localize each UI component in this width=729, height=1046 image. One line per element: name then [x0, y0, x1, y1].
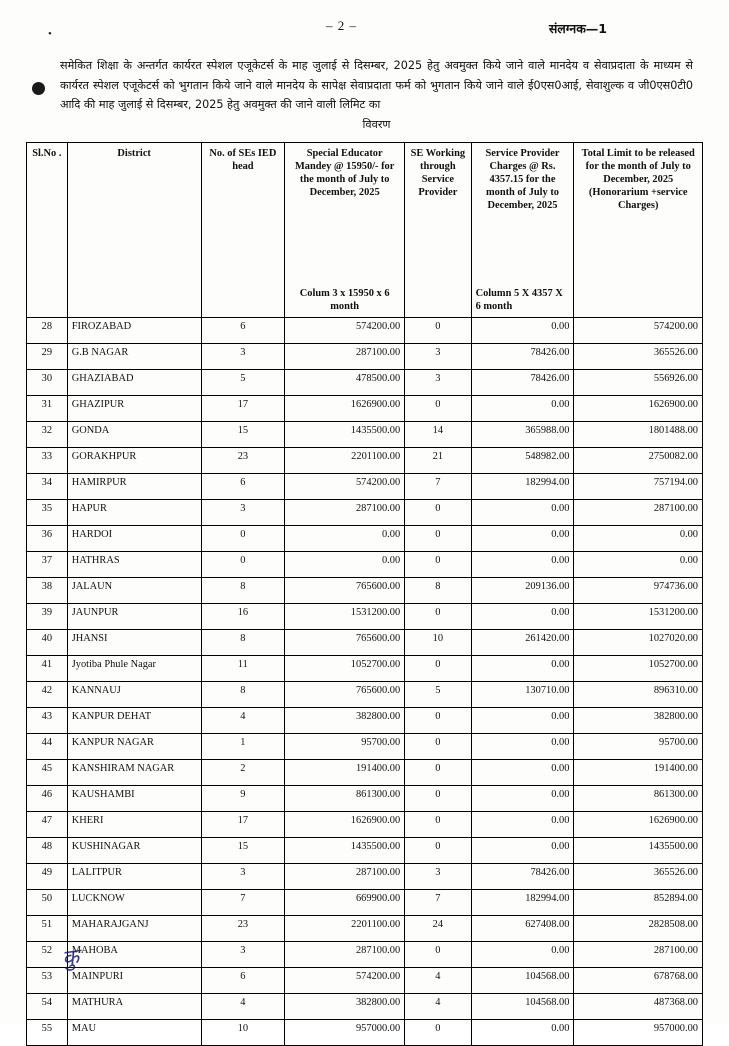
intro-line-2: सेवाप्रदाता के माध्यम से कार्यरत स्पेशल एजूकेटर्स को भुगतान किये जाने वाले मानदेय के सापेक्ष सेवाप्रदाता फर्म को भुगतान किये — [60, 59, 693, 92]
column-header-service-provider-charges-formula: Column 5 X 4357 X 6 month — [475, 288, 563, 313]
cell-district: MAINPURI — [67, 968, 201, 994]
intro-line-1: समेकित शिक्षा के अन्तर्गत कार्यरत स्पेशल एजूकेटर्स के माह जुलाई से दिसम्बर, 2025 हेतु अवमुक्त किये जाने वाले मानदेय व — [60, 59, 590, 72]
cell-se-working: 7 — [405, 890, 471, 916]
cell-district: MATHURA — [67, 994, 201, 1020]
cell-no-of-ses: 11 — [201, 656, 285, 682]
cell-total: 1801488.00 — [574, 422, 703, 448]
cell-mandey: 2201100.00 — [285, 916, 405, 942]
cell-sp-charges: 0.00 — [471, 942, 574, 968]
cell-district: GORAKHPUR — [67, 448, 201, 474]
column-header-se-working — [405, 143, 471, 318]
cell-slno: 43 — [27, 708, 68, 734]
table-row — [27, 552, 703, 578]
cell-slno: 42 — [27, 682, 68, 708]
bullet-dot-icon — [32, 82, 45, 95]
cell-district: KUSHINAGAR — [67, 838, 201, 864]
table-row — [27, 760, 703, 786]
cell-no-of-ses: 0 — [201, 552, 285, 578]
cell-sp-charges: 0.00 — [471, 734, 574, 760]
cell-sp-charges: 0.00 — [471, 552, 574, 578]
cell-total: 957000.00 — [574, 1020, 703, 1046]
cell-se-working: 4 — [405, 994, 471, 1020]
cell-se-working: 14 — [405, 422, 471, 448]
table-row — [27, 370, 703, 396]
cell-no-of-ses: 2 — [201, 760, 285, 786]
cell-total: 757194.00 — [574, 474, 703, 500]
cell-se-working: 0 — [405, 526, 471, 552]
cell-total: 287100.00 — [574, 942, 703, 968]
cell-sp-charges: 548982.00 — [471, 448, 574, 474]
cell-total: 1626900.00 — [574, 396, 703, 422]
cell-district: HARDOI — [67, 526, 201, 552]
cell-mandey: 765600.00 — [285, 682, 405, 708]
cell-district: JALAUN — [67, 578, 201, 604]
cell-total: 1531200.00 — [574, 604, 703, 630]
table-row — [27, 708, 703, 734]
cell-se-working: 0 — [405, 500, 471, 526]
cell-total: 852894.00 — [574, 890, 703, 916]
cell-sp-charges: 365988.00 — [471, 422, 574, 448]
cell-sp-charges: 0.00 — [471, 604, 574, 630]
cell-total: 556926.00 — [574, 370, 703, 396]
cell-no-of-ses: 8 — [201, 682, 285, 708]
cell-slno: 28 — [27, 318, 68, 344]
cell-mandey: 1626900.00 — [285, 812, 405, 838]
cell-slno: 49 — [27, 864, 68, 890]
column-header-slno — [27, 143, 68, 318]
cell-mandey: 382800.00 — [285, 994, 405, 1020]
cell-slno: 40 — [27, 630, 68, 656]
cell-slno: 39 — [27, 604, 68, 630]
table-row — [27, 890, 703, 916]
cell-mandey: 669900.00 — [285, 890, 405, 916]
column-header-no-of-ses-label: No. of SEs IED head — [209, 148, 277, 173]
cell-sp-charges: 0.00 — [471, 1020, 574, 1046]
cell-mandey: 478500.00 — [285, 370, 405, 396]
cell-no-of-ses: 17 — [201, 812, 285, 838]
cell-no-of-ses: 7 — [201, 890, 285, 916]
cell-mandey: 574200.00 — [285, 318, 405, 344]
cell-se-working: 10 — [405, 630, 471, 656]
cell-no-of-ses: 9 — [201, 786, 285, 812]
cell-no-of-ses: 3 — [201, 942, 285, 968]
cell-se-working: 0 — [405, 786, 471, 812]
cell-slno: 55 — [27, 1020, 68, 1046]
cell-se-working: 4 — [405, 968, 471, 994]
cell-district: LALITPUR — [67, 864, 201, 890]
table-row — [27, 942, 703, 968]
cell-sp-charges: 78426.00 — [471, 344, 574, 370]
cell-district: G.B NAGAR — [67, 344, 201, 370]
cell-no-of-ses: 3 — [201, 344, 285, 370]
signature-glyph: कु — [60, 944, 79, 971]
cell-district: KANNAUJ — [67, 682, 201, 708]
cell-se-working: 0 — [405, 1020, 471, 1046]
cell-total: 382800.00 — [574, 708, 703, 734]
cell-total: 2750082.00 — [574, 448, 703, 474]
table-row — [27, 682, 703, 708]
cell-slno: 37 — [27, 552, 68, 578]
cell-sp-charges: 182994.00 — [471, 890, 574, 916]
table-row — [27, 812, 703, 838]
cell-total: 287100.00 — [574, 500, 703, 526]
cell-slno: 30 — [27, 370, 68, 396]
cell-slno: 45 — [27, 760, 68, 786]
table-row — [27, 578, 703, 604]
table-row — [27, 656, 703, 682]
cell-no-of-ses: 8 — [201, 630, 285, 656]
cell-slno: 32 — [27, 422, 68, 448]
cell-sp-charges: 0.00 — [471, 500, 574, 526]
column-header-mandey-formula: Colum 3 x 15950 x 6 month — [299, 288, 390, 313]
special-educator-limit-table — [26, 142, 703, 1046]
cell-no-of-ses: 4 — [201, 708, 285, 734]
cell-district: KANPUR DEHAT — [67, 708, 201, 734]
column-header-mandey-label: Special Educator Mandey @ 15950/- for the month of July to December, 2025 — [294, 148, 395, 199]
cell-mandey: 765600.00 — [285, 578, 405, 604]
column-header-slno-label: Sl.No . — [32, 148, 62, 160]
cell-slno: 31 — [27, 396, 68, 422]
cell-se-working: 0 — [405, 734, 471, 760]
column-header-district-label: District — [117, 148, 151, 160]
cell-slno: 54 — [27, 994, 68, 1020]
cell-slno: 34 — [27, 474, 68, 500]
cell-mandey: 287100.00 — [285, 500, 405, 526]
cell-district: KANSHIRAM NAGAR — [67, 760, 201, 786]
cell-slno: 51 — [27, 916, 68, 942]
cell-district: HATHRAS — [67, 552, 201, 578]
cell-sp-charges: 78426.00 — [471, 370, 574, 396]
cell-district: Jyotiba Phule Nagar — [67, 656, 201, 682]
intro-line-3: जाने वाले ई0एस0आई, सेवाशुल्क व जी0एस0टी0 आदि की माह जुलाई से दिसम्बर, 2025 हेतु अवमुक्त की जाने वाली लिमिट का — [60, 78, 693, 112]
cell-se-working: 0 — [405, 552, 471, 578]
cell-sp-charges: 104568.00 — [471, 968, 574, 994]
table-row — [27, 526, 703, 552]
cell-sp-charges: 0.00 — [471, 396, 574, 422]
cell-no-of-ses: 8 — [201, 578, 285, 604]
cell-mandey: 861300.00 — [285, 786, 405, 812]
cell-sp-charges: 0.00 — [471, 760, 574, 786]
cell-slno: 47 — [27, 812, 68, 838]
margin-dot-mark: • — [48, 28, 52, 40]
cell-mandey: 0.00 — [285, 526, 405, 552]
table-row — [27, 448, 703, 474]
cell-district: GONDA — [67, 422, 201, 448]
table-row — [27, 474, 703, 500]
cell-no-of-ses: 6 — [201, 968, 285, 994]
cell-total: 1027020.00 — [574, 630, 703, 656]
cell-se-working: 0 — [405, 604, 471, 630]
page-header — [26, 18, 703, 44]
column-header-no-of-ses — [201, 143, 285, 318]
cell-se-working: 0 — [405, 838, 471, 864]
cell-no-of-ses: 16 — [201, 604, 285, 630]
cell-total: 1626900.00 — [574, 812, 703, 838]
cell-total: 365526.00 — [574, 344, 703, 370]
cell-slno: 35 — [27, 500, 68, 526]
cell-mandey: 765600.00 — [285, 630, 405, 656]
cell-sp-charges: 0.00 — [471, 656, 574, 682]
cell-sp-charges: 0.00 — [471, 526, 574, 552]
cell-no-of-ses: 3 — [201, 864, 285, 890]
column-header-se-working-label: SE Working through Service Provider — [410, 148, 466, 199]
table-row — [27, 916, 703, 942]
cell-mandey: 2201100.00 — [285, 448, 405, 474]
cell-mandey: 1052700.00 — [285, 656, 405, 682]
cell-se-working: 21 — [405, 448, 471, 474]
cell-district: JHANSI — [67, 630, 201, 656]
cell-district: MAU — [67, 1020, 201, 1046]
table-row — [27, 604, 703, 630]
column-header-total-limit-label: Total Limit to be released for the month of July to December, 2025 (Honorarium +service Charges) — [581, 148, 695, 212]
cell-total: 487368.00 — [574, 994, 703, 1020]
cell-district: GHAZIABAD — [67, 370, 201, 396]
cell-no-of-ses: 23 — [201, 448, 285, 474]
column-header-district — [67, 143, 201, 318]
cell-slno: 46 — [27, 786, 68, 812]
cell-sp-charges: 0.00 — [471, 812, 574, 838]
table-row — [27, 994, 703, 1020]
cell-se-working: 7 — [405, 474, 471, 500]
cell-sp-charges: 627408.00 — [471, 916, 574, 942]
cell-slno: 53 — [27, 968, 68, 994]
attachment-label: संलग्नक—1 — [548, 21, 607, 36]
cell-no-of-ses: 10 — [201, 1020, 285, 1046]
cell-se-working: 0 — [405, 708, 471, 734]
cell-total: 1052700.00 — [574, 656, 703, 682]
table-row — [27, 422, 703, 448]
table-body — [27, 318, 703, 1046]
cell-sp-charges: 182994.00 — [471, 474, 574, 500]
cell-no-of-ses: 0 — [201, 526, 285, 552]
cell-slno: 38 — [27, 578, 68, 604]
cell-no-of-ses: 6 — [201, 474, 285, 500]
cell-no-of-ses: 23 — [201, 916, 285, 942]
cell-total: 365526.00 — [574, 864, 703, 890]
cell-district: LUCKNOW — [67, 890, 201, 916]
cell-slno: 44 — [27, 734, 68, 760]
cell-mandey: 95700.00 — [285, 734, 405, 760]
cell-mandey: 574200.00 — [285, 474, 405, 500]
cell-slno: 52 — [27, 942, 68, 968]
cell-total: 0.00 — [574, 552, 703, 578]
cell-no-of-ses: 15 — [201, 422, 285, 448]
cell-mandey: 957000.00 — [285, 1020, 405, 1046]
page-number: – 2 – — [326, 18, 357, 33]
table-row — [27, 630, 703, 656]
cell-total: 861300.00 — [574, 786, 703, 812]
cell-se-working: 0 — [405, 760, 471, 786]
cell-se-working: 24 — [405, 916, 471, 942]
cell-se-working: 0 — [405, 318, 471, 344]
cell-district: KAUSHAMBI — [67, 786, 201, 812]
cell-slno: 48 — [27, 838, 68, 864]
cell-district: FIROZABAD — [67, 318, 201, 344]
cell-se-working: 5 — [405, 682, 471, 708]
cell-sp-charges: 0.00 — [471, 318, 574, 344]
cell-total: 191400.00 — [574, 760, 703, 786]
cell-slno: 36 — [27, 526, 68, 552]
cell-mandey: 0.00 — [285, 552, 405, 578]
cell-district: GHAZIPUR — [67, 396, 201, 422]
cell-total: 1435500.00 — [574, 838, 703, 864]
table-row — [27, 344, 703, 370]
intro-line-4: विवरण — [362, 117, 391, 131]
cell-mandey: 1435500.00 — [285, 422, 405, 448]
cell-total: 574200.00 — [574, 318, 703, 344]
cell-slno: 29 — [27, 344, 68, 370]
cell-se-working: 3 — [405, 344, 471, 370]
cell-se-working: 0 — [405, 396, 471, 422]
intro-paragraph — [26, 56, 703, 134]
table-row — [27, 318, 703, 344]
cell-sp-charges: 104568.00 — [471, 994, 574, 1020]
cell-total: 95700.00 — [574, 734, 703, 760]
cell-se-working: 8 — [405, 578, 471, 604]
cell-mandey: 382800.00 — [285, 708, 405, 734]
column-header-service-provider-charges — [471, 143, 574, 318]
column-header-service-provider-charges-label: Service Provider Charges @ Rs. 4357.15 for the month of July to December, 2025 — [485, 148, 560, 212]
column-header-mandey — [285, 143, 405, 318]
cell-se-working: 0 — [405, 812, 471, 838]
cell-no-of-ses: 3 — [201, 500, 285, 526]
cell-sp-charges: 0.00 — [471, 786, 574, 812]
table-row — [27, 864, 703, 890]
cell-district: JAUNPUR — [67, 604, 201, 630]
cell-mandey: 287100.00 — [285, 942, 405, 968]
cell-district: HAMIRPUR — [67, 474, 201, 500]
cell-mandey: 574200.00 — [285, 968, 405, 994]
cell-mandey: 1531200.00 — [285, 604, 405, 630]
cell-se-working: 0 — [405, 942, 471, 968]
table-header — [27, 143, 703, 318]
cell-district: HAPUR — [67, 500, 201, 526]
cell-total: 2828508.00 — [574, 916, 703, 942]
cell-total: 896310.00 — [574, 682, 703, 708]
cell-district: KHERI — [67, 812, 201, 838]
cell-no-of-ses: 5 — [201, 370, 285, 396]
cell-no-of-ses: 15 — [201, 838, 285, 864]
cell-no-of-ses: 17 — [201, 396, 285, 422]
cell-sp-charges: 130710.00 — [471, 682, 574, 708]
cell-se-working: 3 — [405, 370, 471, 396]
cell-sp-charges: 261420.00 — [471, 630, 574, 656]
cell-mandey: 1626900.00 — [285, 396, 405, 422]
cell-sp-charges: 209136.00 — [471, 578, 574, 604]
table-row — [27, 500, 703, 526]
table-row — [27, 734, 703, 760]
cell-sp-charges: 78426.00 — [471, 864, 574, 890]
cell-no-of-ses: 6 — [201, 318, 285, 344]
cell-slno: 41 — [27, 656, 68, 682]
cell-sp-charges: 0.00 — [471, 708, 574, 734]
cell-district: MAHOBA — [67, 942, 201, 968]
cell-sp-charges: 0.00 — [471, 838, 574, 864]
table-row — [27, 838, 703, 864]
cell-se-working: 3 — [405, 864, 471, 890]
cell-mandey: 287100.00 — [285, 864, 405, 890]
cell-total: 974736.00 — [574, 578, 703, 604]
cell-mandey: 1435500.00 — [285, 838, 405, 864]
cell-mandey: 191400.00 — [285, 760, 405, 786]
table-row — [27, 968, 703, 994]
column-header-total-limit — [574, 143, 703, 318]
table-header-row — [27, 143, 703, 318]
cell-total: 0.00 — [574, 526, 703, 552]
table-row — [27, 786, 703, 812]
cell-slno: 50 — [27, 890, 68, 916]
cell-slno: 33 — [27, 448, 68, 474]
cell-mandey: 287100.00 — [285, 344, 405, 370]
cell-no-of-ses: 1 — [201, 734, 285, 760]
cell-district: MAHARAJGANJ — [67, 916, 201, 942]
cell-total: 678768.00 — [574, 968, 703, 994]
cell-no-of-ses: 4 — [201, 994, 285, 1020]
table-row — [27, 396, 703, 422]
cell-se-working: 0 — [405, 656, 471, 682]
cell-district: KANPUR NAGAR — [67, 734, 201, 760]
